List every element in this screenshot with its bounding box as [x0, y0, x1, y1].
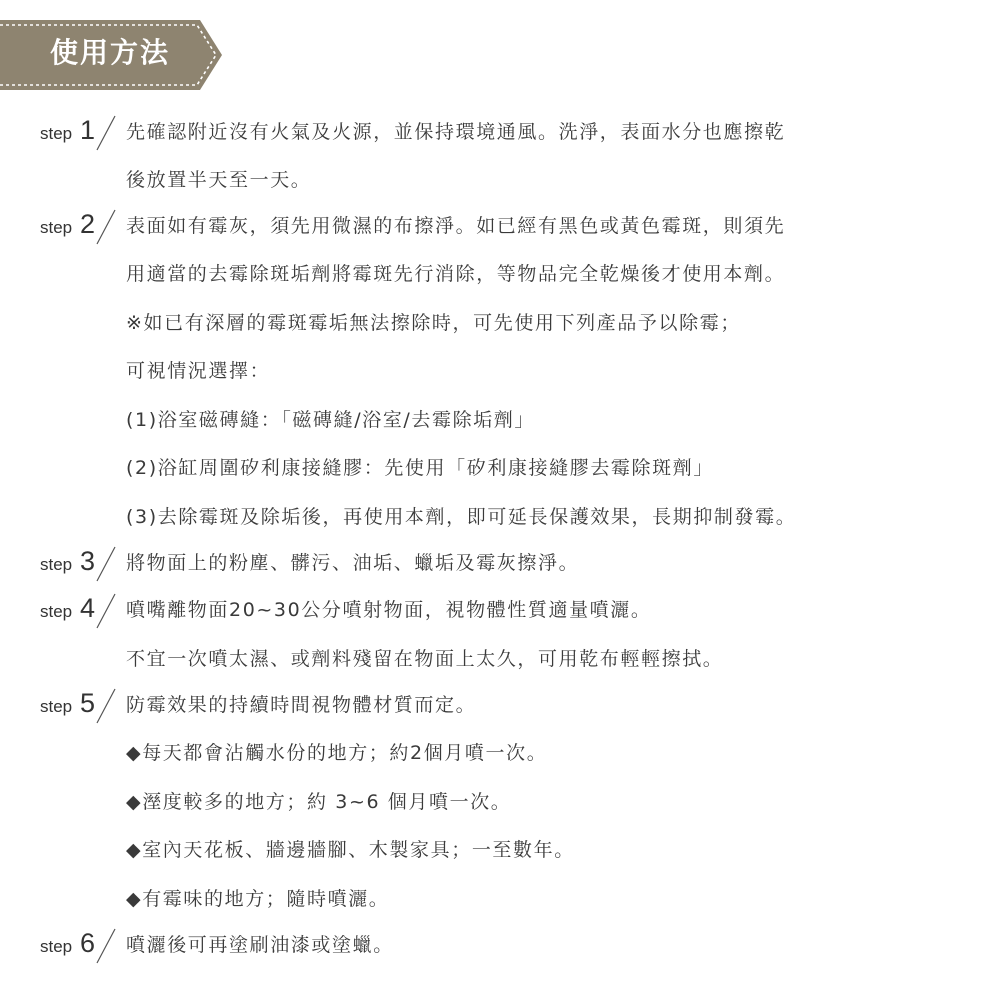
step-text-line: ※如已有深層的霉斑霉垢無法擦除時，可先使用下列產品予以除霉；	[126, 312, 741, 334]
step-word: step	[40, 555, 73, 574]
page-title: 使用方法	[50, 36, 171, 69]
step-text-line: 噴嘴離物面20~30公分噴射物面，視物體性質適量噴灑。	[126, 599, 652, 621]
step-divider-slash	[95, 543, 117, 583]
step-text-line: 用適當的去霉除斑垢劑將霉斑先行消除，等物品完全乾燥後才使用本劑。	[126, 263, 786, 285]
section-header-banner	[0, 20, 222, 90]
step-number: 4	[80, 593, 96, 623]
step-text-line: ◆有霉味的地方；隨時噴灑。	[126, 888, 390, 910]
step-divider-slash	[95, 685, 117, 725]
step-label	[40, 592, 120, 626]
step-word: step	[40, 602, 73, 621]
step-text-line: 噴灑後可再塗刷油漆或塗蠟。	[126, 934, 394, 956]
step-word: step	[40, 697, 73, 716]
step-text-line: 防霉效果的持續時間視物體材質而定。	[126, 694, 477, 716]
step-text-line: (2)浴缸周圍矽利康接縫膠：先使用「矽利康接縫膠去霉除斑劑」	[126, 457, 714, 479]
step-text-line: ◆室內天花板、牆邊牆腳、木製家具；一至數年。	[126, 839, 575, 861]
step-text-line: ◆每天都會沾觸水份的地方；約2個月噴一次。	[126, 742, 548, 764]
step-divider-slash	[95, 925, 117, 965]
step-text-line: (3)去除霉斑及除垢後，再使用本劑，即可延長保護效果，長期抑制發霉。	[126, 506, 797, 528]
step-text-line: 將物面上的粉塵、髒污、油垢、蠟垢及霉灰擦淨。	[126, 552, 580, 574]
step-number: 5	[80, 688, 96, 718]
step-divider-slash	[95, 590, 117, 630]
step-text-line: 可視情況選擇：	[126, 360, 271, 382]
step-number: 6	[80, 928, 96, 958]
step-word: step	[40, 218, 73, 237]
step-label	[40, 208, 120, 242]
step-number: 3	[80, 546, 96, 576]
step-text-line: ◆溼度較多的地方；約 3~6 個月噴一次。	[126, 791, 512, 813]
step-number: 2	[80, 209, 96, 239]
step-number: 1	[80, 115, 96, 145]
step-text-line: 先確認附近沒有火氣及火源，並保持環境通風。洗淨，表面水分也應擦乾	[126, 121, 786, 143]
step-text-line: (1)浴室磁磚縫：「磁磚縫/浴室/去霉除垢劑」	[126, 409, 536, 431]
step-divider-slash	[95, 206, 117, 246]
step-word: step	[40, 124, 73, 143]
step-label	[40, 927, 120, 961]
step-text-line: 表面如有霉灰，須先用微濕的布擦淨。如已經有黑色或黃色霉斑，則須先	[126, 215, 786, 237]
step-divider-slash	[95, 112, 117, 152]
step-label	[40, 687, 120, 721]
step-word: step	[40, 937, 73, 956]
step-label	[40, 545, 120, 579]
step-label	[40, 114, 120, 148]
step-text-line: 不宜一次噴太濕、或劑料殘留在物面上太久，可用乾布輕輕擦拭。	[126, 648, 724, 670]
step-text-line: 後放置半天至一天。	[126, 169, 312, 191]
